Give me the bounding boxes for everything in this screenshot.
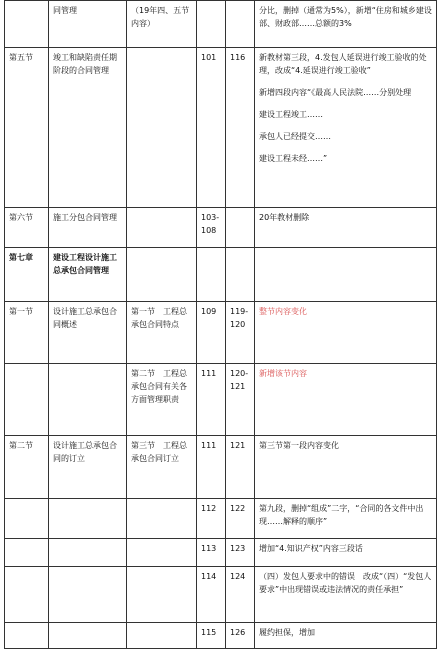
- old-reference-cell: （19年四、五节内容）: [127, 1, 197, 48]
- change-text: 承包人已经提交……: [259, 132, 331, 141]
- change-text: 分比，删掉（通常为5%），新增“住房和城乡建设部、财政部……总额的3%: [259, 6, 432, 28]
- section-cell: 第六节: [5, 208, 49, 248]
- change-cell: [255, 248, 437, 302]
- old-page-cell: [197, 1, 226, 48]
- old-reference-cell: 第一节 工程总承包合同特点: [127, 302, 197, 364]
- title-cell: [49, 567, 127, 623]
- title-cell: [49, 499, 127, 539]
- title-cell: 同管理: [49, 1, 127, 48]
- new-page-cell: 126: [226, 623, 255, 649]
- change-text-highlight: 整节内容变化: [259, 307, 307, 316]
- chapter-title-cell: 建设工程设计施工总承包合同管理: [49, 248, 127, 302]
- revision-table: [4, 0, 437, 649]
- old-reference-cell: [127, 208, 197, 248]
- new-page-cell: [226, 1, 255, 48]
- change-cell: [255, 302, 437, 364]
- change-text: （四）发包人要求中的错误 改成“（四）“发包人要求”中出现错误或违法情况的责任承担”: [259, 572, 432, 594]
- table-row: [5, 48, 437, 208]
- table-row: [5, 623, 437, 649]
- table-row: [5, 302, 437, 364]
- section-cell: [5, 567, 49, 623]
- table-row: [5, 364, 437, 436]
- change-cell: [255, 539, 437, 567]
- page-footer-margin: [0, 650, 441, 659]
- old-page-cell: 103-108: [197, 208, 226, 248]
- change-text: 建设工程竣工……: [259, 110, 323, 119]
- old-page-cell: 109: [197, 302, 226, 364]
- change-text: 增加“4.知识产权”内容三段话: [259, 544, 363, 553]
- title-cell: [49, 364, 127, 436]
- change-text: 履约担保，增加: [259, 628, 315, 637]
- change-text: 20年教材删除: [259, 213, 310, 222]
- section-cell: [5, 1, 49, 48]
- new-page-cell: 120-121: [226, 364, 255, 436]
- old-page-cell: 115: [197, 623, 226, 649]
- old-page-cell: 101: [197, 48, 226, 208]
- section-cell: 第二节: [5, 436, 49, 499]
- table-row: [5, 208, 437, 248]
- old-reference-cell: [127, 539, 197, 567]
- change-text: 第三节第一段内容变化: [259, 441, 339, 450]
- old-page-cell: 111: [197, 436, 226, 499]
- section-cell: 第一节: [5, 302, 49, 364]
- old-reference-cell: [127, 248, 197, 302]
- change-cell: [255, 567, 437, 623]
- title-cell: [49, 623, 127, 649]
- section-cell: [5, 364, 49, 436]
- change-cell: [255, 1, 437, 48]
- old-page-cell: 111: [197, 364, 226, 436]
- change-cell: [255, 208, 437, 248]
- old-reference-cell: 第二节 工程总承包合同有关各方面管理职责: [127, 364, 197, 436]
- new-page-cell: 119-120: [226, 302, 255, 364]
- change-cell: [255, 48, 437, 208]
- new-page-cell: 122: [226, 499, 255, 539]
- table-row: [5, 1, 437, 48]
- change-cell: [255, 364, 437, 436]
- chapter-cell: 第七章: [5, 248, 49, 302]
- old-page-cell: 113: [197, 539, 226, 567]
- old-reference-cell: [127, 48, 197, 208]
- new-page-cell: 121: [226, 436, 255, 499]
- change-cell: [255, 499, 437, 539]
- change-cell: [255, 623, 437, 649]
- section-cell: 第五节: [5, 48, 49, 208]
- section-cell: [5, 623, 49, 649]
- change-text: 新增四段内容“《最高人民法院……分别处理: [259, 88, 412, 97]
- table-row: [5, 567, 437, 623]
- old-page-cell: [197, 248, 226, 302]
- section-cell: [5, 499, 49, 539]
- title-cell: [49, 539, 127, 567]
- new-page-cell: 116: [226, 48, 255, 208]
- title-cell: 竣工和缺陷责任期阶段的合同管理: [49, 48, 127, 208]
- title-cell: 设计施工总承包合同概述: [49, 302, 127, 364]
- change-text: 建设工程未经……”: [259, 154, 328, 163]
- old-page-cell: 112: [197, 499, 226, 539]
- change-text: 第九段，删掉“组成”二字，“合同的各文件中出现……解释的顺序”: [259, 504, 424, 526]
- new-page-cell: 124: [226, 567, 255, 623]
- change-cell: [255, 436, 437, 499]
- table-row: [5, 436, 437, 499]
- section-cell: [5, 539, 49, 567]
- old-reference-cell: 第三节 工程总承包合同订立: [127, 436, 197, 499]
- new-page-cell: [226, 248, 255, 302]
- title-cell: 施工分包合同管理: [49, 208, 127, 248]
- old-page-cell: 114: [197, 567, 226, 623]
- old-reference-cell: [127, 499, 197, 539]
- new-page-cell: 123: [226, 539, 255, 567]
- table-row: [5, 539, 437, 567]
- old-reference-cell: [127, 623, 197, 649]
- old-reference-cell: [127, 567, 197, 623]
- title-cell: 设计施工总承包合同的订立: [49, 436, 127, 499]
- change-text-highlight: 新增该节内容: [259, 369, 307, 378]
- table-row: [5, 499, 437, 539]
- change-text: 新教材第三段，4.发包人延误进行竣工验收的处理，改成“4.延误进行竣工验收”: [259, 53, 427, 75]
- table-row: [5, 248, 437, 302]
- new-page-cell: [226, 208, 255, 248]
